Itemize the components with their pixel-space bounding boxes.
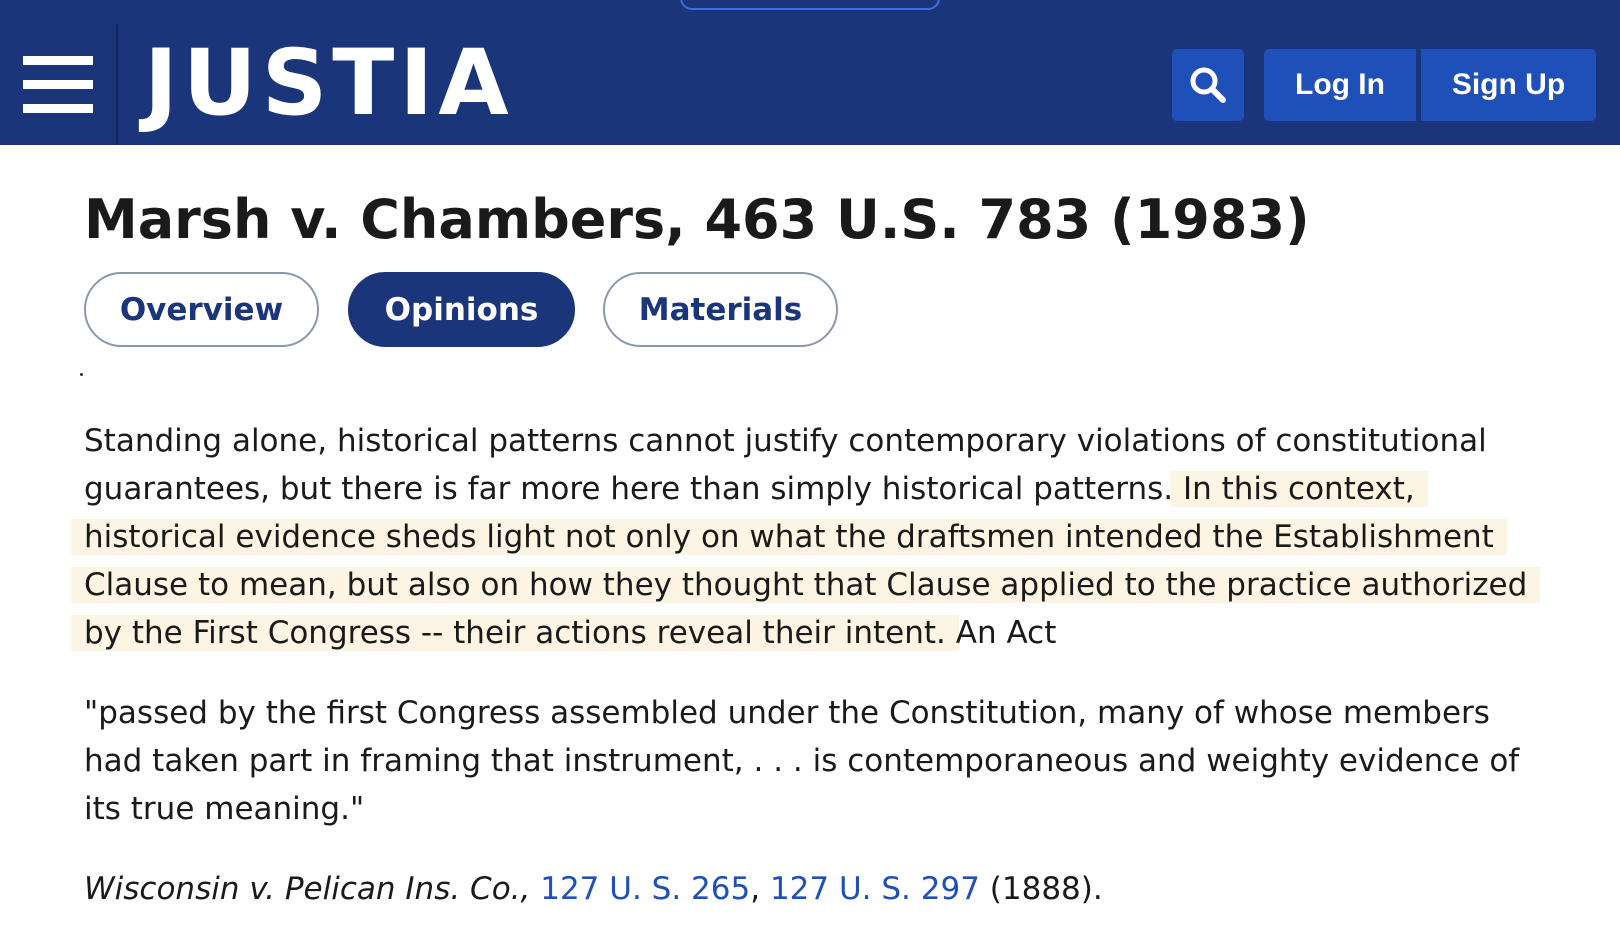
paragraph-text: An Act (945, 615, 1057, 651)
cited-case-name: Wisconsin v. Pelican Ins. Co., (84, 871, 531, 907)
case-title: Marsh v. Chambers, 463 U.S. 783 (1983) (84, 188, 1310, 251)
justia-logo[interactable]: JUSTIA (144, 31, 514, 136)
hamburger-menu-icon[interactable] (0, 24, 118, 145)
citation-link[interactable]: 127 U. S. 297 (769, 871, 980, 907)
search-button[interactable] (1172, 49, 1244, 121)
tab-opinions[interactable]: Opinions (348, 272, 575, 347)
opinion-quote: "passed by the first Congress assembled under the Constitution, many of whose members had taken part in framing that instrument, . . . is contemporaneous and weighty evidence of its true meaning." (84, 695, 1520, 827)
citation (84, 865, 1554, 913)
login-button[interactable]: Log In (1264, 49, 1416, 121)
top-banner-pill[interactable] (680, 0, 940, 10)
tab-materials[interactable]: Materials (603, 272, 838, 347)
opinion-paragraph (84, 417, 1554, 657)
separator-dot (80, 373, 83, 376)
citation-separator: , (750, 871, 770, 907)
citation-year: (1888). (979, 871, 1103, 907)
citation-link[interactable]: 127 U. S. 265 (540, 871, 751, 907)
highlighted-passage: In this context, historical evidence sheds light not only on what the draftsmen intended the Establishment Clause to mean, but also on how they thought that Clause applied to the practice authorized by the First Congress -- their actions reveal their intent. (84, 471, 1528, 651)
paragraph-text: Standing alone, historical patterns cannot justify contemporary violations of constitutional guarantees, but there is far more here than simply historical patterns. (84, 423, 1487, 507)
site-header (0, 0, 1620, 145)
signup-button[interactable]: Sign Up (1421, 49, 1596, 121)
tab-overview[interactable]: Overview (84, 272, 319, 347)
search-icon (1188, 65, 1228, 105)
